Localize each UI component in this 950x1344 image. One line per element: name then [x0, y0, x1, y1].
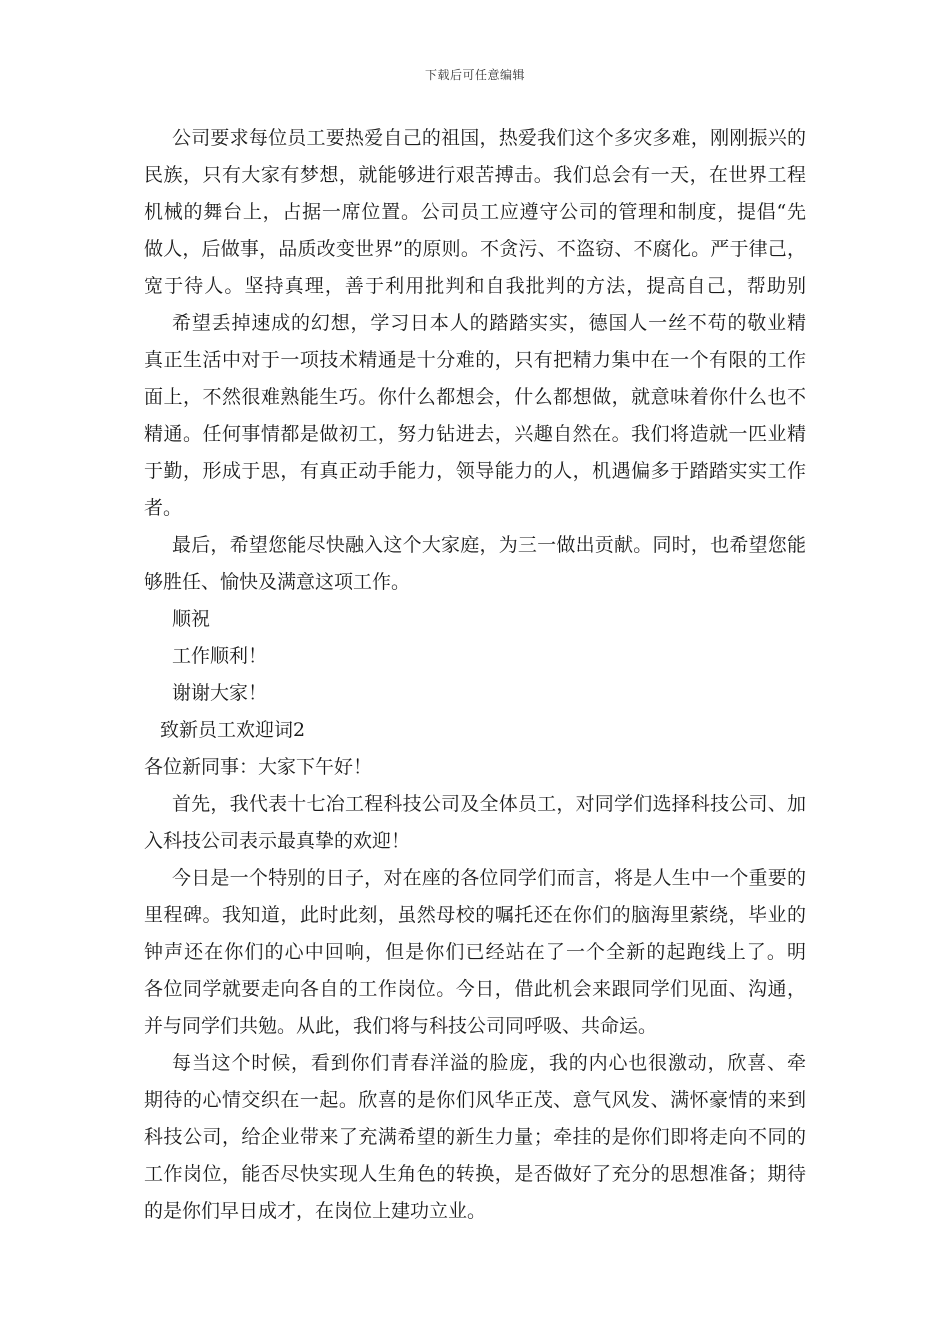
paragraph-line: 每当这个时候，看到你们青春洋溢的脸庞，我的内心也很激动，欣喜、牵 — [172, 1052, 806, 1074]
paragraph-line: 的是你们早日成才，在岗位上建功立业。 — [144, 1200, 487, 1222]
paragraph-line: 于勤，形成于思，有真正动手能力，领导能力的人，机遇偏多于踏踏实实工作 — [144, 460, 806, 482]
paragraph-line: 者。 — [144, 497, 183, 519]
paragraph-line: 面上，不然很难熟能生巧。你什么都想会，什么都想做，就意味着你什么也不 — [144, 386, 806, 408]
paragraph-line: 机械的舞台上，占据一席位置。公司员工应遵守公司的管理和制度，提倡“先 — [144, 201, 806, 223]
paragraph-line: 最后，希望您能尽快融入这个大家庭，为三一做出贡献。同时，也希望您能 — [172, 534, 806, 556]
section-title: 致新员工欢迎词2 — [160, 719, 306, 741]
paragraph-line: 科技公司，给企业带来了充满希望的新生力量；牵挂的是你们即将走向不同的 — [144, 1126, 806, 1148]
paragraph-line: 民族，只有大家有梦想，就能够进行艰苦搏击。我们总会有一天，在世界工程 — [144, 164, 806, 186]
paragraph-line: 里程碑。我知道，此时此刻，虽然母校的嘱托还在你们的脑海里萦绕，毕业的 — [144, 904, 806, 926]
paragraph-line: 希望丢掉速成的幻想，学习日本人的踏踏实实，德国人一丝不苟的敬业精 — [172, 312, 806, 334]
paragraph-line: 入科技公司表示最真挚的欢迎！ — [144, 830, 411, 852]
paragraph-line: 今日是一个特别的日子，对在座的各位同学们而言，将是人生中一个重要的 — [172, 867, 806, 889]
paragraph-line: 钟声还在你们的心中回响，但是你们已经站在了一个全新的起跑线上了。明 — [144, 941, 806, 963]
paragraph-line: 公司要求每位员工要热爱自己的祖国，热爱我们这个多灾多难，刚刚振兴的 — [172, 127, 806, 149]
paragraph-line: 期待的心情交织在一起。欣喜的是你们风华正茂、意气风发、满怀豪情的来到 — [144, 1089, 806, 1111]
paragraph-line: 各位同学就要走向各自的工作岗位。今日，借此机会来跟同学们见面、沟通， — [144, 978, 806, 1000]
paragraph-line: 精通。任何事情都是做初工，努力钻进去，兴趣自然在。我们将造就一匹业精 — [144, 423, 806, 445]
header-note: 下载后可任意编辑 — [424, 68, 525, 82]
paragraph-line: 首先，我代表十七冶工程科技公司及全体员工，对同学们选择科技公司、加 — [172, 793, 806, 815]
paragraph-line: 工作岗位，能否尽快实现人生角色的转换，是否做好了充分的思想准备；期待 — [144, 1163, 806, 1185]
salutation-line: 各位新同事：大家下午好！ — [144, 756, 373, 778]
paragraph-line: 并与同学们共勉。从此，我们将与科技公司同呼吸、共命运。 — [144, 1015, 658, 1037]
paragraph-line: 真正生活中对于一项技术精通是十分难的，只有把精力集中在一个有限的工作 — [144, 349, 806, 371]
paragraph-line: 够胜任、愉快及满意这项工作。 — [144, 571, 411, 593]
closing-line: 工作顺利！ — [172, 645, 268, 667]
paragraph-line: 宽于待人。坚持真理，善于利用批判和自我批判的方法，提高自己，帮助别 — [144, 275, 806, 297]
closing-line: 顺祝 — [172, 608, 211, 630]
paragraph-line: 做人，后做事，品质改变世界”的原则。不贪污、不盗窃、不腐化。严于律己， — [144, 238, 806, 260]
closing-line: 谢谢大家！ — [172, 682, 268, 704]
document-body — [144, 120, 806, 1230]
